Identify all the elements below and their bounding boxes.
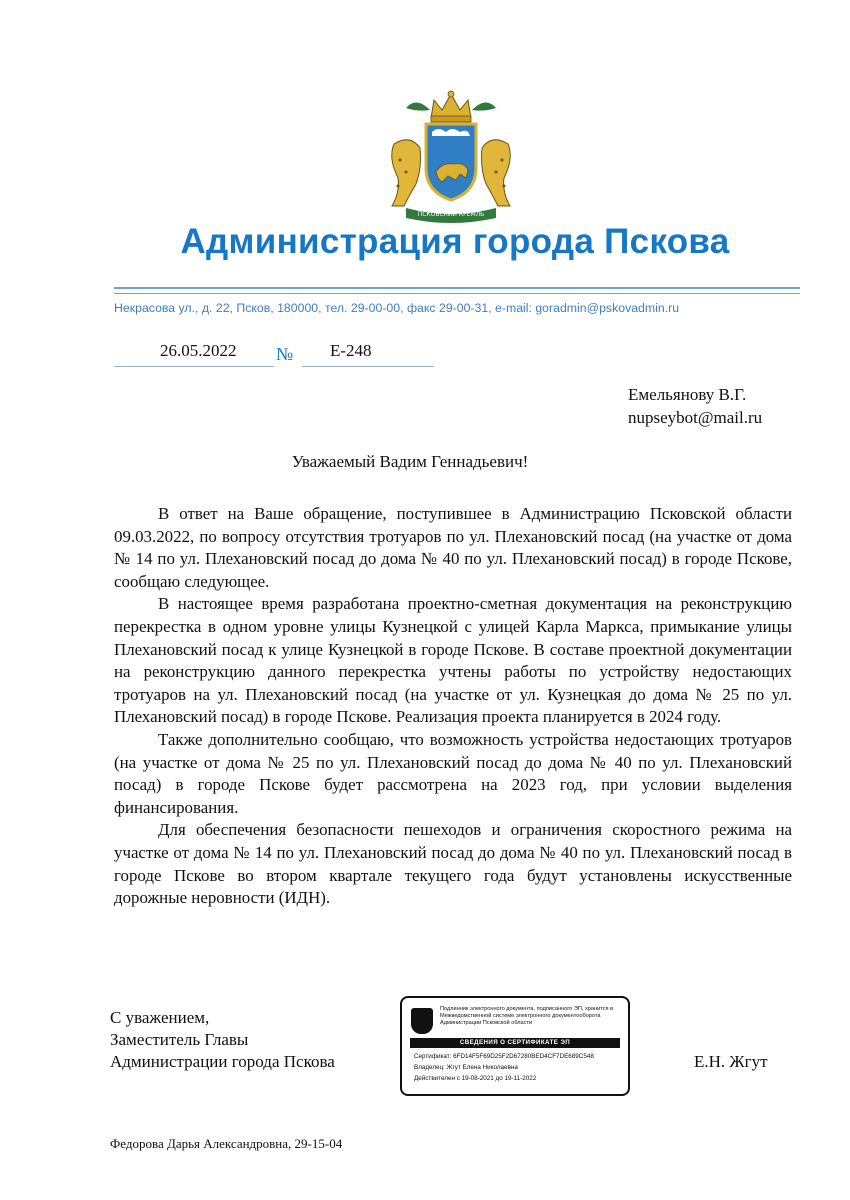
closing: С уважением, — [110, 1008, 210, 1027]
body-paragraph: В ответ на Ваше обращение, поступившее в Администрацию Псковской области 09.03.2022, по вопросу отсутствия тротуаров по ул. Плехановский посад (на участке от дома № 14 по ул. Плехановский посад до дома № 40 по ул. Плехановский посад) в городе Пскове, сообщаю следующее. — [114, 504, 792, 591]
stamp-emblem-icon — [411, 1008, 433, 1034]
date-underline — [114, 366, 274, 367]
body-paragraph: В настоящее время разработана проектно-сметная документация на реконструкцию перекрестка в одном уровне улицы Кузнецкой с улицей Карла Маркса, примыкание улицы Плехановский посад к улице Кузнецкой в городе Пскове. В составе проектной документации на реконструкцию данного перекрестка учтены работы по устройству недостающих тротуаров на ул. Плехановский посад (на участке от ул. Кузнецкая до дома № 25 по ул. Плехановский посад) в городе Пскове. Реализация проекта планируется в 2024 году. — [114, 594, 792, 727]
contact-line: Некрасова ул., д. 22, Псков, 180000, тел. 29-00-00, факс 29-00-31, e-mail: goradmin@pskovadmin.ru — [114, 301, 680, 315]
body-paragraph: Для обеспечения безопасности пешеходов и ограничения скоростного режима на участке от дома № 14 по ул. Плехановский посад до дома № 40 по ул. Плехановский посад в городе Пскове во втором квартале текущего года будут установлены искусственные дорожные неровности (ИДН). — [114, 820, 792, 908]
signer-position-line1: Заместитель Главы — [110, 1030, 249, 1049]
executor-contact: Федорова Дарья Александровна, 29-15-04 — [110, 1136, 343, 1151]
header-rule-top — [114, 287, 800, 289]
letter-body — [114, 503, 792, 910]
signer-name: Е.Н. Жгут — [694, 1052, 768, 1071]
number-sign: № — [276, 344, 294, 364]
number-underline — [302, 366, 434, 367]
stamp-band: СВЕДЕНИЯ О СЕРТИФИКАТЕ ЭП — [410, 1038, 620, 1048]
organization-title: Администрация города Пскова — [180, 222, 730, 261]
document-number: Е-248 — [330, 341, 372, 360]
stamp-note: Подлинник электронного документа, подписанного ЭП, хранится в Межведомственной системе электронного документооборота Администрации Псковской области — [440, 1006, 614, 1026]
signer-position-line2: Администрации города Пскова — [110, 1052, 335, 1071]
stamp-certificate: Сертификат: 6FD14F5F69D25F2D67280BED4CF7DE689C548 — [414, 1053, 594, 1060]
addressee-email: nupseybot@mail.ru — [628, 408, 763, 427]
salutation: Уважаемый Вадим Геннадьевич! — [291, 452, 529, 471]
header-rule-bottom — [114, 293, 800, 294]
body-paragraph: Также дополнительно сообщаю, что возможность устройства недостающих тротуаров (на участке от дома № 25 по ул. Плехановский посад до дома № 40 по ул. Плехановский посад) в городе Пскове будет рассмотрена на 2023 год, при условии выделения финансирования. — [114, 729, 792, 817]
e-signature-stamp — [400, 996, 630, 1096]
stamp-owner: Владелец: Жгут Елена Николаевна — [414, 1064, 518, 1071]
addressee-name: Емельянову В.Г. — [628, 385, 747, 404]
stamp-validity: Действителен с 19-08-2021 до 19-11-2022 — [414, 1075, 537, 1082]
document-date: 26.05.2022 — [160, 341, 237, 360]
crest-ribbon-text: ПСКОВСКИЙ КРЕМЛЬ — [417, 211, 485, 218]
city-coat-of-arms — [376, 88, 526, 228]
